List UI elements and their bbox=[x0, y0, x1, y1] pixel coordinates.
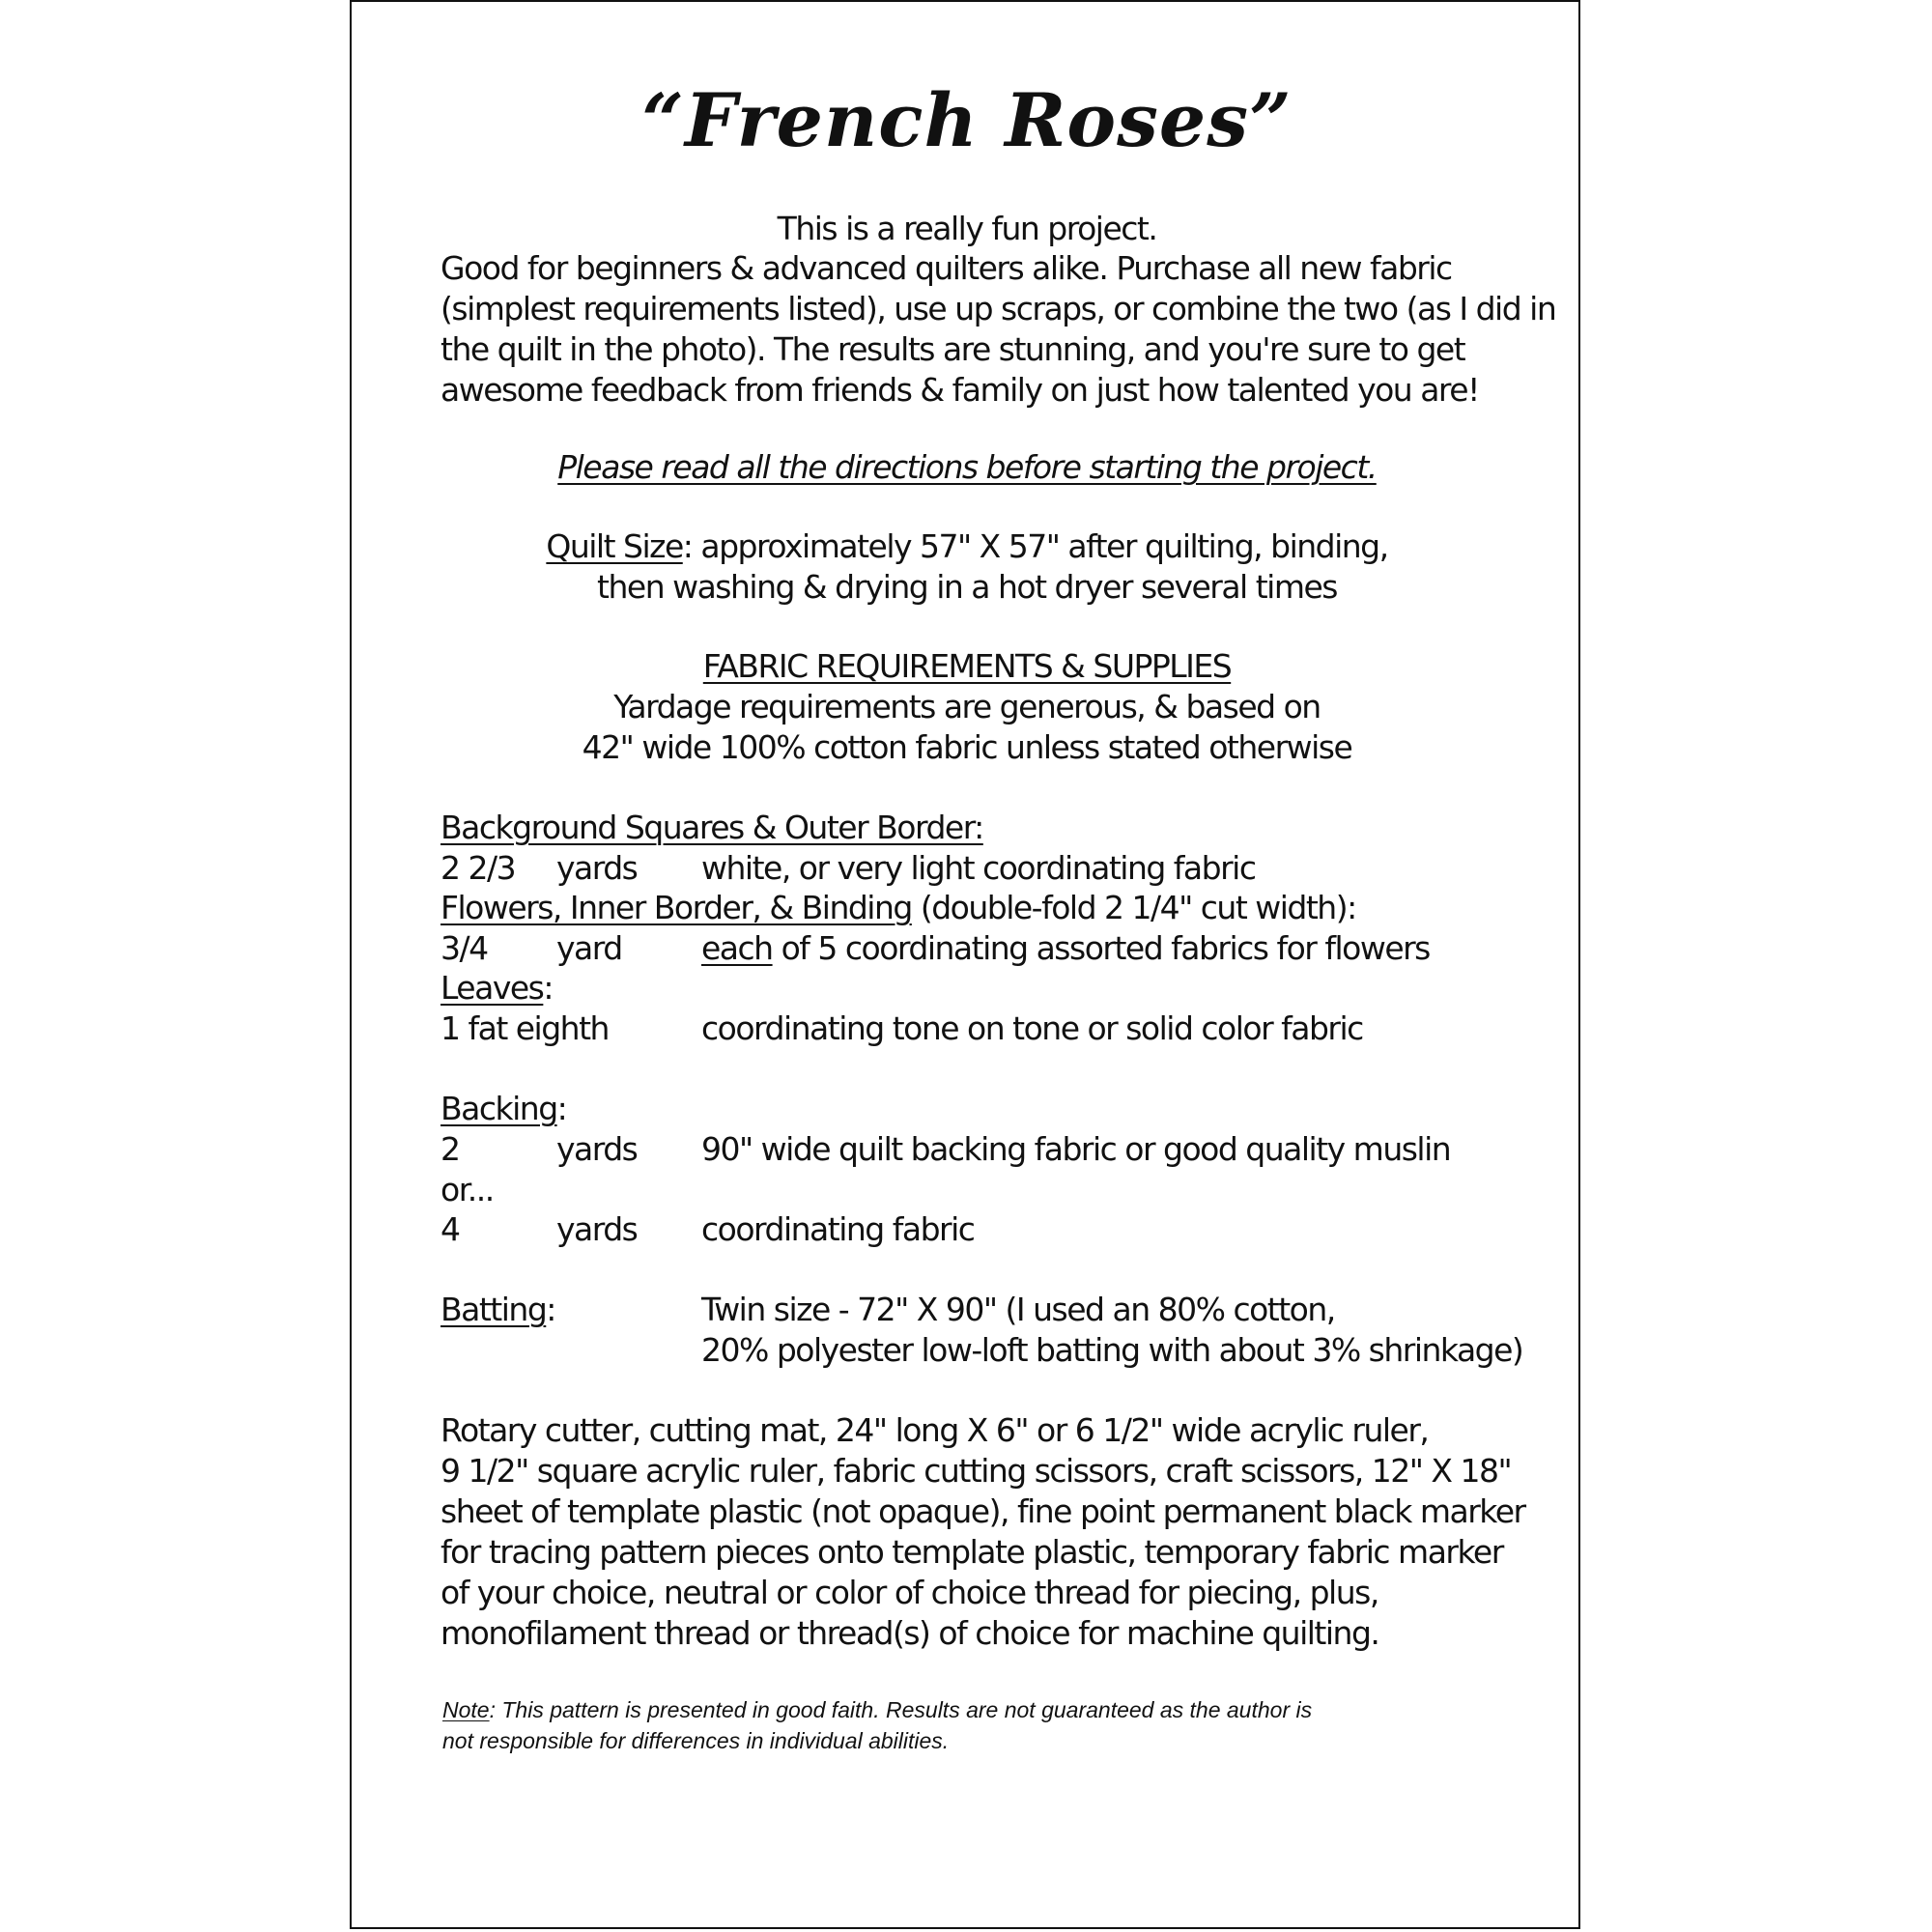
background-unit: yards bbox=[556, 849, 638, 887]
fabric-requirements-line-1: Yardage requirements are generous, & based on bbox=[613, 688, 1321, 725]
backing-desc-1: 90" wide quilt backing fabric or good quality muslin bbox=[701, 1130, 1451, 1168]
quilt-size-text: : approximately 57" X 57" after quilting, binding, bbox=[682, 527, 1388, 565]
leaves-desc: coordinating tone on tone or solid color fabric bbox=[701, 1009, 1363, 1047]
quilt-size-label: Quilt Size bbox=[546, 527, 683, 565]
backing-heading-line bbox=[440, 1090, 566, 1127]
quilt-size-line-2: then washing & drying in a hot dryer several times bbox=[597, 568, 1337, 606]
flowers-desc-line bbox=[701, 929, 1430, 967]
intro-paragraph bbox=[440, 248, 1555, 411]
intro-line: the quilt in the photo). The results are stunning, and you're sure to get bbox=[440, 330, 1465, 368]
intro-line: (simplest requirements listed), use up scraps, or combine the two (as I did in bbox=[440, 290, 1556, 327]
leaves-qty: 1 fat eighth bbox=[440, 1009, 609, 1047]
flowers-heading-line bbox=[440, 889, 1356, 926]
batting-heading-line bbox=[440, 1291, 555, 1328]
flowers-desc-emphasis: each bbox=[701, 929, 773, 967]
backing-qty-2: 4 bbox=[440, 1210, 460, 1248]
disclaimer-line-1 bbox=[442, 1694, 1312, 1725]
supplies-paragraph bbox=[440, 1410, 1525, 1654]
batting-line-1: Twin size - 72" X 90" (I used an 80% cotton, bbox=[701, 1291, 1335, 1328]
batting-heading-suffix: : bbox=[546, 1291, 555, 1328]
batting-heading: Batting bbox=[440, 1291, 547, 1328]
note-text: : This pattern is presented in good faith. Results are not guaranteed as the author is bbox=[489, 1697, 1313, 1722]
flowers-heading: Flowers, Inner Border, & Binding bbox=[440, 889, 912, 926]
supplies-line: Rotary cutter, cutting mat, 24" long X 6" or 6 1/2" wide acrylic ruler, bbox=[440, 1411, 1429, 1449]
background-qty: 2 2/3 bbox=[440, 849, 516, 887]
fabric-requirements-heading: FABRIC REQUIREMENTS & SUPPLIES bbox=[702, 647, 1232, 685]
supplies-line: of your choice, neutral or color of choice thread for piecing, plus, bbox=[440, 1574, 1378, 1611]
supplies-line: sheet of template plastic (not opaque), fine point permanent black marker bbox=[440, 1492, 1525, 1530]
flowers-heading-suffix: (double-fold 2 1/4" cut width): bbox=[911, 889, 1356, 926]
read-directions-note: Please read all the directions before starting the project. bbox=[557, 448, 1377, 486]
supplies-line: 9 1/2" square acrylic ruler, fabric cutting scissors, craft scissors, 12" X 18" bbox=[440, 1452, 1512, 1490]
batting-line-2: 20% polyester low-loft batting with about 3% shrinkage) bbox=[701, 1331, 1523, 1369]
intro-line: awesome feedback from friends & family on just how talented you are! bbox=[440, 371, 1479, 409]
backing-unit-2: yards bbox=[556, 1210, 638, 1248]
flowers-desc: of 5 coordinating assorted fabrics for flowers bbox=[772, 929, 1430, 967]
page-title: “French Roses” bbox=[641, 77, 1293, 163]
pattern-sheet bbox=[350, 0, 1580, 1929]
background-heading: Background Squares & Outer Border: bbox=[440, 809, 983, 846]
backing-heading-suffix: : bbox=[556, 1090, 567, 1127]
supplies-line: for tracing pattern pieces onto template plastic, temporary fabric marker bbox=[440, 1533, 1503, 1571]
leaves-heading-suffix: : bbox=[543, 969, 553, 1007]
intro-first-line: This is a really fun project. bbox=[777, 210, 1157, 247]
supplies-line: monofilament thread or thread(s) of choice for machine quilting. bbox=[440, 1614, 1379, 1652]
backing-desc-2: coordinating fabric bbox=[701, 1210, 975, 1248]
background-desc: white, or very light coordinating fabric bbox=[701, 849, 1256, 887]
backing-unit-1: yards bbox=[556, 1130, 638, 1168]
fabric-requirements-line-2: 42" wide 100% cotton fabric unless stated otherwise bbox=[582, 728, 1352, 766]
flowers-unit: yard bbox=[556, 929, 622, 967]
flowers-qty: 3/4 bbox=[440, 929, 488, 967]
note-label: Note bbox=[442, 1697, 490, 1722]
quilt-size-line bbox=[352, 527, 1582, 565]
backing-qty-1: 2 bbox=[440, 1130, 460, 1168]
disclaimer-line-2: not responsible for differences in individual abilities. bbox=[442, 1728, 950, 1753]
backing-heading: Backing bbox=[440, 1090, 557, 1127]
leaves-heading-line bbox=[440, 969, 553, 1007]
leaves-heading: Leaves bbox=[440, 969, 544, 1007]
disclaimer-note bbox=[442, 1694, 1312, 1756]
intro-line: Good for beginners & advanced quilters alike. Purchase all new fabric bbox=[440, 249, 1452, 287]
backing-or: or... bbox=[440, 1171, 494, 1208]
